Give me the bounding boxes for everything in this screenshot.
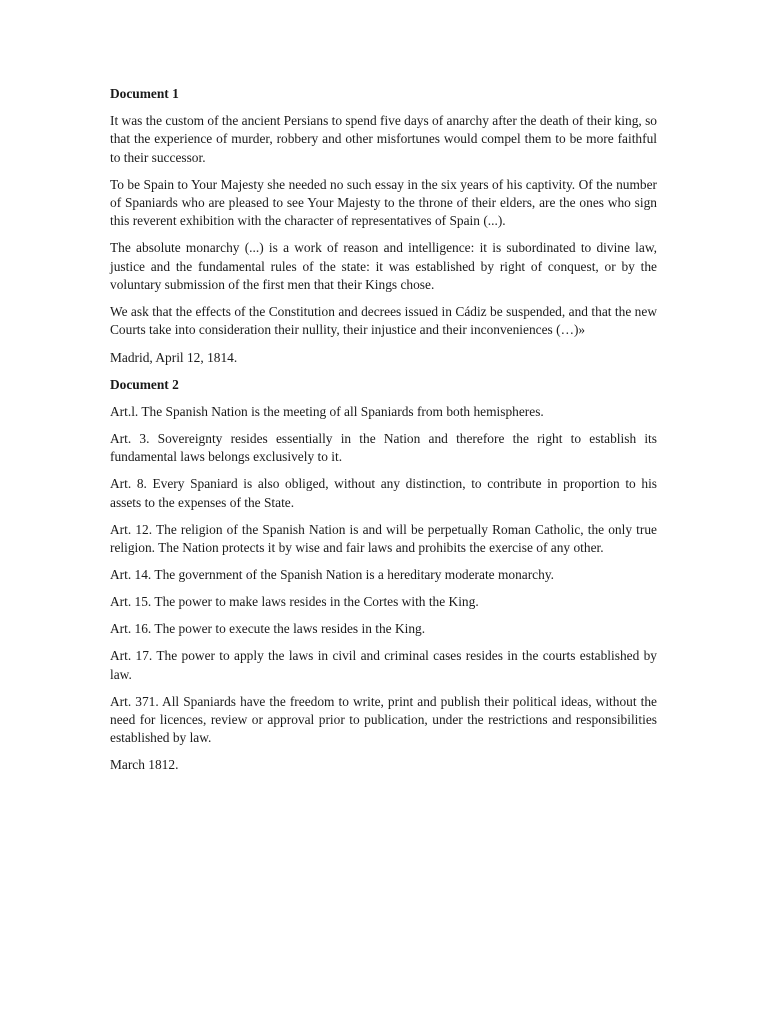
document-1-paragraph: It was the custom of the ancient Persians to spend five days of anarchy after the death of their king, so that the experience of murder, robbery and other misfortunes would compel them to be more faithful to their successor. [110,113,657,165]
document-1-title: Document 1 [110,86,179,101]
document-1-paragraph: To be Spain to Your Majesty she needed no such essay in the six years of his captivity. Of the number of Spaniards who are pleased to see Your Majesty to the throne of their elders, are the ones who sign this reverent exhibition with the character of representatives of Spain (...). [110,176,657,229]
document-1-paragraph: We ask that the effects of the Constitution and decrees issued in Cádiz be suspended, and that the new Courts take into consideration their nullity, their injustice and their inconveniences (…)» [110,304,657,338]
document-2-title: Document 2 [110,376,179,392]
article-paragraph: Art. 3. Sovereignty resides essentially in the Nation and therefore the right to establish its fundamental laws belongs exclusively to it. [110,430,657,465]
article-paragraph: Art.l. The Spanish Nation is the meeting of all Spaniards from both hemispheres. [110,403,544,419]
article-paragraph: Art. 17. The power to apply the laws in civil and criminal cases resides in the courts established by law. [110,648,657,682]
article-paragraph: Art. 15. The power to make laws resides in the Cortes with the King. [110,594,479,610]
document-1-date: Madrid, April 12, 1814. [110,349,238,365]
article-paragraph: Art. 8. Every Spaniard is also obliged, without any distinction, to contribute in proportion to his assets to the expenses of the State. [110,476,657,510]
article-paragraph: Art. 14. The government of the Spanish Nation is a hereditary moderate monarchy. [110,567,554,582]
document-page [110,85,657,783]
article-paragraph: Art. 16. The power to execute the laws resides in the King. [110,621,426,637]
document-2-section [110,376,657,775]
article-paragraph: Art. 12. The religion of the Spanish Nation is and will be perpetually Roman Catholic, the only true religion. The Nation protects it by wise and fair laws and prohibits the exercise of any other. [110,521,657,555]
document-1-section [110,85,657,367]
article-paragraph: Art. 371. All Spaniards have the freedom to write, print and publish their political ideas, without the need for licences, review or approval prior to publication, under the restrictions and responsibilities established by law. [110,693,657,746]
document-1-paragraph: The absolute monarchy (...) is a work of reason and intelligence: it is subordinated to divine law, justice and the fundamental rules of the state: it was established by right of conquest, or by the voluntary submission of the first men that their Kings chose. [110,240,657,293]
document-2-date: March 1812. [110,757,179,773]
